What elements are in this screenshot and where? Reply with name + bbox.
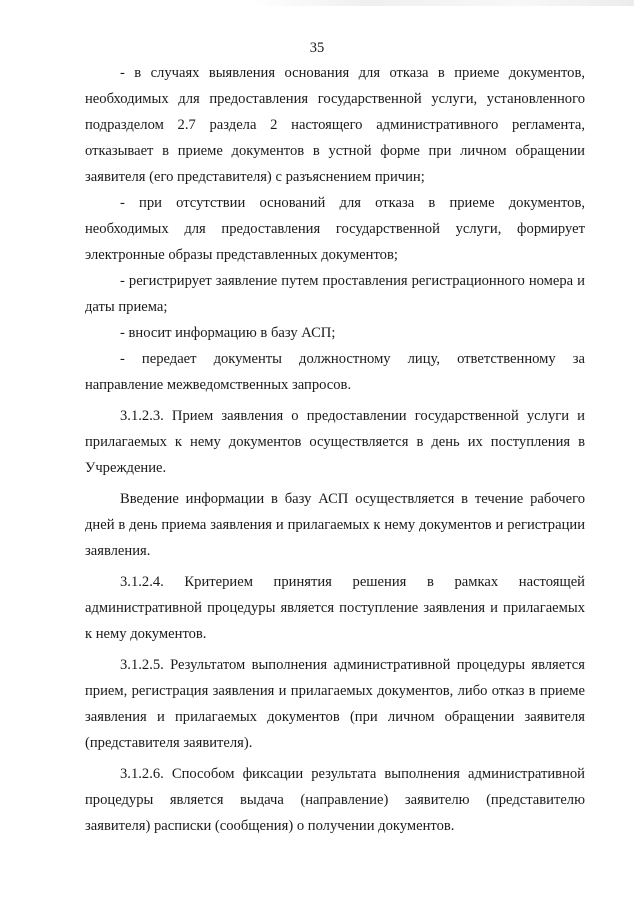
paragraph-form-images: - при отсутствии оснований для отказа в приеме документов, необходимых для предоставления государственной услуги, формирует электронные образы представленных документов;	[85, 195, 585, 263]
paragraph-3-1-2-3: 3.1.2.3. Прием заявления о предоставлении государственной услуги и прилагаемых к нему документов осуществляется в день их поступления в Учреждение.	[85, 408, 585, 476]
paragraph-3-1-2-4: 3.1.2.4. Критерием принятия решения в рамках настоящей административной процедуры является поступление заявления и прилагаемых к нему документов.	[85, 574, 585, 642]
paragraph-refusal: - в случаях выявления основания для отказа в приеме документов, необходимых для предоставления государственной услуги, установленного подразделом 2.7 раздела 2 настоящего административного регламента, отказывает в приеме документов в устной форме при личном обращении заявителя (его представителя) с разъяснением причин;	[85, 65, 585, 185]
paragraph-3-1-2-5: 3.1.2.5. Результатом выполнения административной процедуры является прием, регистрация заявления и прилагаемых документов, либо отказ в приеме заявления и прилагаемых документов (при личном обращении заявителя (представителя заявителя).	[85, 657, 585, 751]
paragraph-entry-info: Введение информации в базу АСП осуществляется в течение рабочего дней в день приема заявления и прилагаемых к нему документов и регистрации заявления.	[85, 491, 585, 559]
page-number: 35	[309, 40, 325, 56]
paragraph-enter-info: - вносит информацию в базу АСП;	[120, 325, 336, 341]
paragraph-register: - регистрирует заявление путем проставления регистрационного номера и даты приема;	[85, 273, 585, 315]
document-body	[85, 60, 585, 839]
paragraph-3-1-2-6: 3.1.2.6. Способом фиксации результата выполнения административной процедуры является выдача (направление) заявителю (представителю заявителя) расписки (сообщения) о получении документов.	[85, 766, 585, 834]
scan-artifact	[250, 0, 634, 6]
paragraph-transfer: - передает документы должностному лицу, ответственному за направление межведомственных запросов.	[85, 351, 585, 393]
